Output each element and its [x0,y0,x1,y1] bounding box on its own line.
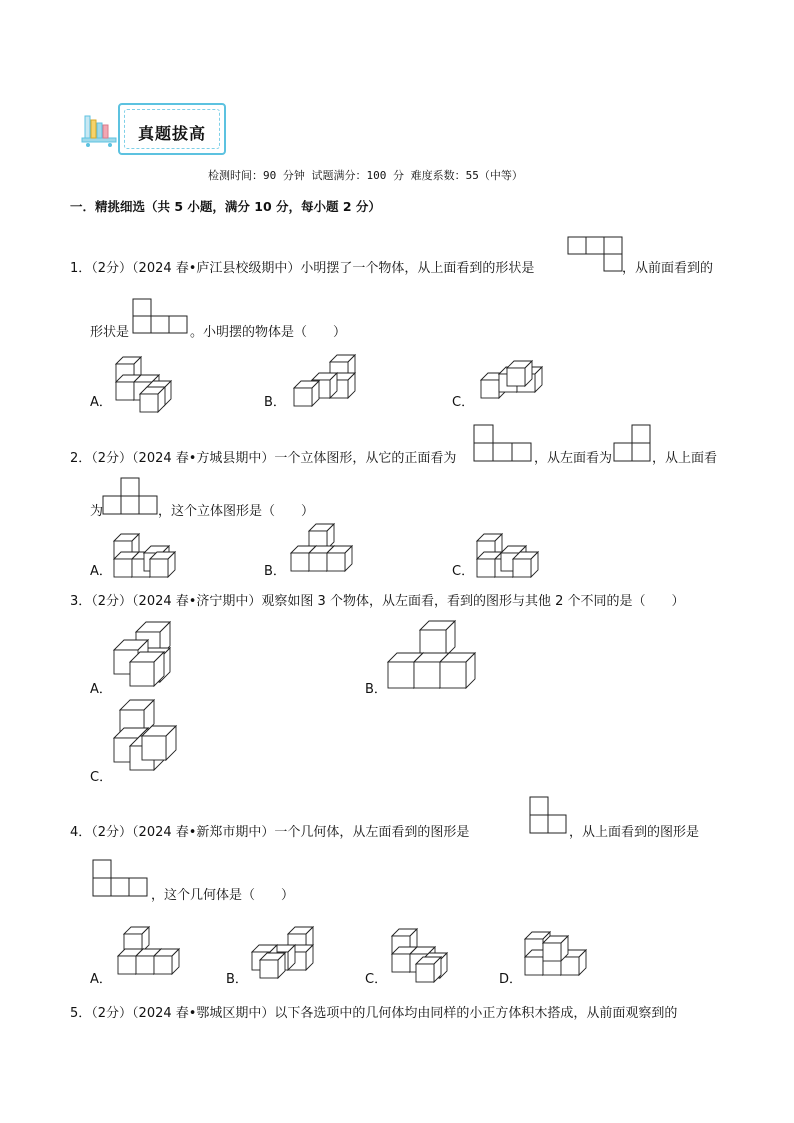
q2-line2-end: ，这个立体图形是（ ） [158,504,315,519]
q4-option-d-label[interactable]: D． [499,972,523,987]
q4-line2-end: ，这个几何体是（ ） [151,888,295,903]
q1-top-view-figure [568,237,624,273]
q1-option-c-label[interactable]: C． [452,395,475,410]
q1-option-a-label[interactable]: A． [90,395,112,410]
q4-left-view-figure [530,797,570,837]
q2-option-a-figure[interactable] [110,531,180,581]
q1-option-c-figure[interactable] [477,364,557,404]
q1-line2-end: 。小明摆的物体是（ ） [190,325,347,340]
q1-option-b-label[interactable]: B． [264,395,286,410]
book-logo-icon [80,110,120,148]
section-title: 一．精挑细选（共 5 小题，满分 10 分，每小题 2 分） [70,199,381,214]
section-banner [118,103,226,155]
q1-option-a-figure[interactable] [112,354,182,404]
q1-line1-end: ，从前面看到的 [622,261,714,276]
q3-option-a-figure[interactable] [110,620,180,690]
q4-option-c-figure[interactable] [388,924,463,984]
q4-line1: 4．（2分）（2024 春•新郑市期中）一个几何体，从左面看到的图形是 [70,825,470,840]
q3-option-c-label[interactable]: C． [90,770,113,785]
q2-line1-mid: ，从左面看为 [534,451,613,466]
q2-top-view-figure [103,478,163,518]
q3-option-a-label[interactable]: A． [90,682,112,697]
q2-option-b-figure[interactable] [285,525,355,575]
q2-line2-start: 为 [90,504,104,519]
q3-line1: 3．（2分）（2024 春•济宁期中）观察如图 3 个物体，从左面看，看到的图形与其他 2 个不同的是（ ） [70,594,685,609]
q2-line1: 2．（2分）（2024 春•方城县期中）一个立体图形，从它的正面看为 [70,451,457,466]
q3-option-c-figure[interactable] [110,700,180,780]
q1-option-b-figure[interactable] [288,354,358,404]
q2-option-c-figure[interactable] [473,531,543,581]
q4-line1-end: ，从上面看到的图形是 [569,825,700,840]
banner-title: 真题拔高 [137,124,206,143]
q2-front-view-figure [474,425,534,465]
q4-option-b-label[interactable]: B． [226,972,248,987]
q4-top-view-figure [93,860,153,900]
q4-option-b-figure[interactable] [248,924,333,984]
q3-option-b-label[interactable]: B． [365,682,387,697]
exam-meta: 检测时间：90 分钟 试题满分：100 分 难度系数：55（中等） [208,169,523,182]
q2-option-b-label[interactable]: B． [264,564,286,579]
q4-option-a-label[interactable]: A． [90,972,112,987]
q4-option-d-figure[interactable] [521,929,596,989]
q2-option-c-label[interactable]: C． [452,564,475,579]
q2-left-view-figure [614,425,654,465]
q2-line1-end: ，从上面看 [652,451,718,466]
q5-line1: 5．（2分）（2024 春•鄂城区期中）以下各选项中的几何体均由同样的小正方体积木搭成，从前面观察到的 [70,1006,678,1021]
q4-option-a-figure[interactable] [114,924,189,984]
q1-front-view-figure [133,299,189,335]
q3-option-b-figure[interactable] [386,620,481,690]
q2-option-a-label[interactable]: A． [90,564,112,579]
q1-line1: 1．（2分）（2024 春•庐江县校级期中）小明摆了一个物体，从上面看到的形状是 [70,261,535,276]
q1-line2-start: 形状是 [90,325,130,340]
q4-option-c-label[interactable]: C． [365,972,388,987]
